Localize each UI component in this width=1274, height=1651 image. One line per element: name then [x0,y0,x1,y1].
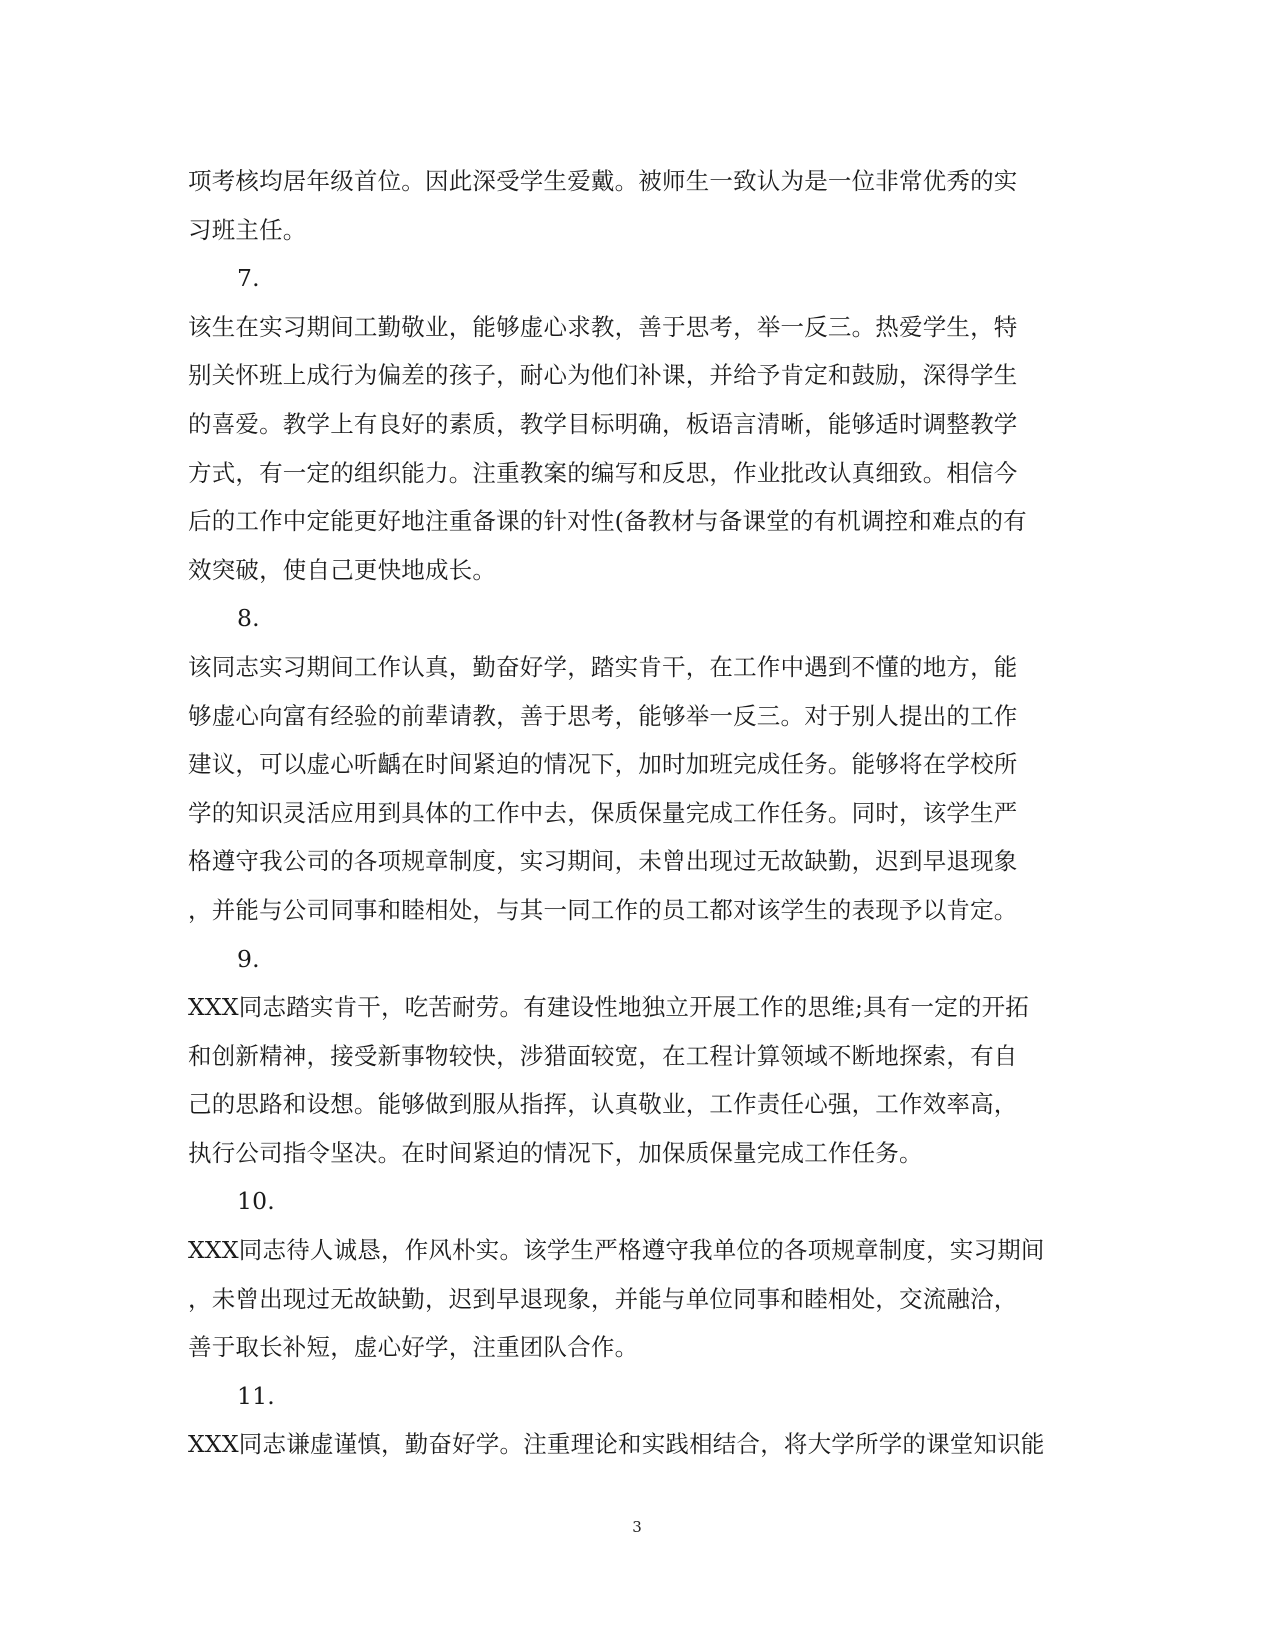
item-number: 9. [237,944,260,973]
text-line: 该生在实习期间工勤敬业，能够虚心求教，善于思考，举一反三。热爱学生，特 [188,312,1018,341]
text-line: 己的思路和设想。能够做到服从指挥，认真敬业，工作责任心强，工作效率高， [188,1090,1018,1119]
text-line: XXX同志谦虚谨慎，勤奋好学。注重理论和实践相结合，将大学所学的课堂知识能 [188,1430,1045,1459]
text-line: 善于取长补短，虚心好学，注重团队合作。 [188,1333,639,1362]
text-line: 和创新精神，接受新事物较快，涉猎面较宽，在工程计算领域不断地探索，有自 [188,1041,1018,1070]
page-number: 3 [632,1518,642,1536]
item-number: 7. [237,264,260,293]
text-line: 建议，可以虚心听齲在时间紧迫的情况下，加时加班完成任务。能够将在学校所 [188,750,1018,779]
text-line: 格遵守我公司的各项规章制度，实习期间，未曾出现过无故缺勤，迟到早退现象 [188,847,1018,876]
body-text [188,157,1068,1469]
text-line: 别关怀班上成行为偏差的孩子，耐心为他们补课，并给予肯定和鼓励，深得学生 [188,361,1018,390]
text-line: 效突破，使自己更快地成长。 [188,555,497,584]
text-line: XXX同志踏实肯干，吃苦耐劳。有建设性地独立开展工作的思维;具有一定的开拓 [188,993,1030,1022]
text-line: XXX同志待人诚恳，作风朴实。该学生严格遵守我单位的各项规章制度，实习期间 [188,1236,1045,1265]
text-line: 执行公司指令坚决。在时间紧迫的情况下，加保质保量完成工作任务。 [188,1138,923,1167]
text-line: ，未曾出现过无故缺勤，迟到早退现象，并能与单位同事和睦相处，交流融洽， [188,1284,1018,1313]
item-number: 11. [237,1381,275,1410]
text-line: 够虚心向富有经验的前辈请教，善于思考，能够举一反三。对于别人提出的工作 [188,701,1018,730]
text-line: 方式，有一定的组织能力。注重教案的编写和反思，作业批改认真细致。相信今 [188,458,1018,487]
item-number: 10. [237,1187,275,1216]
text-line: 习班主任。 [188,215,307,244]
text-line: 后的工作中定能更好地注重备课的针对性(备教材与备课堂的有机调控和难点的有 [188,507,1027,536]
text-line: ，并能与公司同事和睦相处，与其一同工作的员工都对该学生的表现予以肯定。 [188,895,1018,924]
text-line: 的喜爱。教学上有良好的素质，教学目标明确，板语言清晰，能够适时调整教学 [188,409,1018,438]
text-line: 项考核均居年级首位。因此深受学生爱戴。被师生一致认为是一位非常优秀的实 [188,167,1018,195]
item-number: 8. [237,604,260,633]
text-line: 学的知识灵活应用到具体的工作中去，保质保量完成工作任务。同时，该学生严 [188,798,1018,827]
text-line: 该同志实习期间工作认真，勤奋好学，踏实肯干，在工作中遇到不懂的地方，能 [188,652,1018,681]
